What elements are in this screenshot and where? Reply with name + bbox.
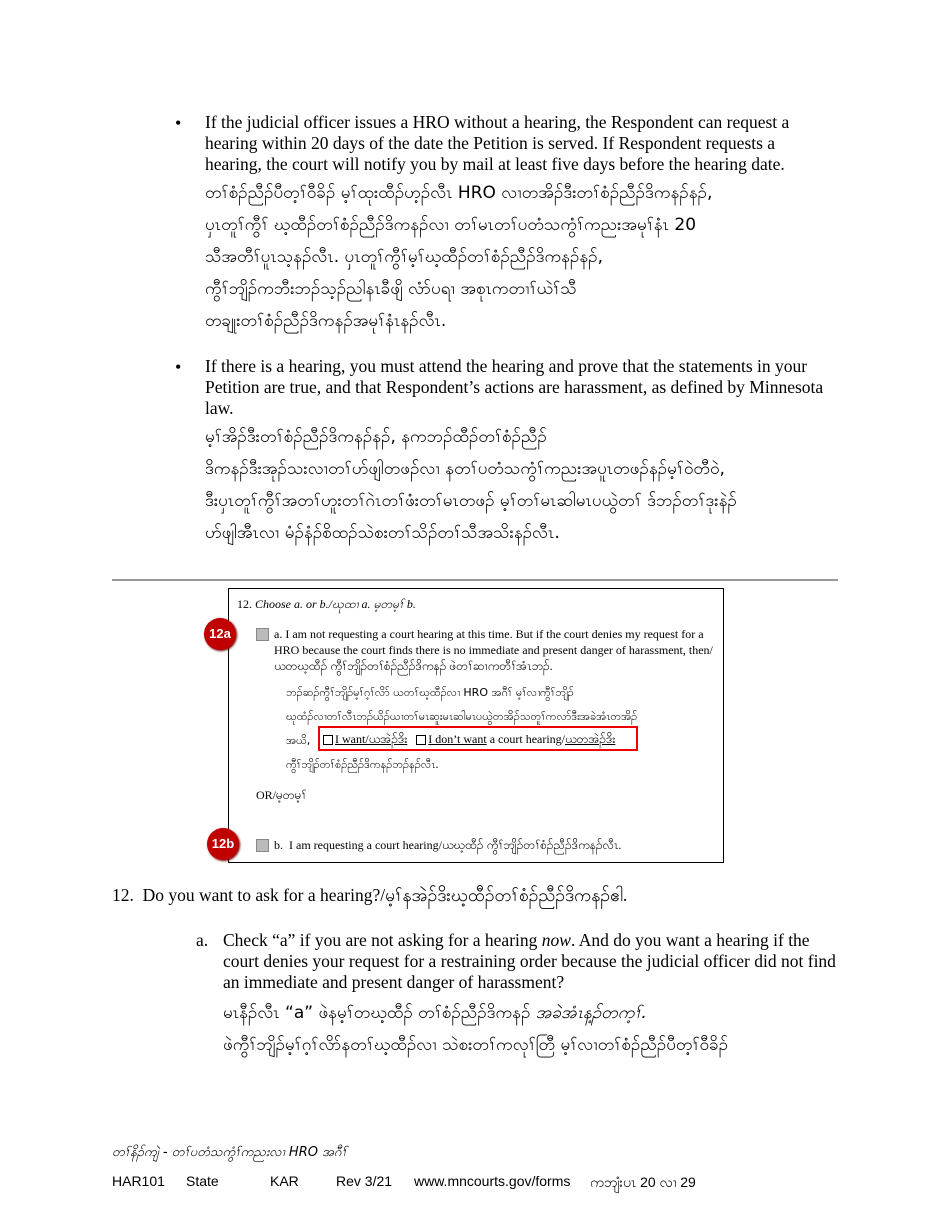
footer-url[interactable]: www.mncourts.gov/forms	[414, 1173, 571, 1189]
want-options: I want/ယအဲၣ်ဒိး I don’t want a court hearing/ယတအဲၣ်ဒိး	[323, 731, 615, 749]
item-a-karen-line: ဖဲကွီၢ်ဘျိၣ်မ့ၢ်ဂ့ၢ်လိာ်နတၢ်ဃ့ထီၣ်လၢ သဲစးတၢ်ကလုၢ်တြီ မ့ၢ်လၢတၢ်စံၣ်ညီၣ်ပီတ့ၢ်ဝီခိၣ်	[223, 1035, 729, 1055]
option-b-text: I am requesting a court hearing/ယဃ့ထီၣ် ကွီၢ်ဘျိၣ်တၢ်စံၣ်ညီၣ်ဒိကနၣ်လီၤ.	[289, 838, 622, 852]
badge-12a: 12a	[204, 618, 236, 650]
item-a-letter: a.	[196, 930, 209, 950]
bullet-1-karen-line: တၢ်စံၣ်ညီၣ်ပီတ့ၢ်ဝီခိၣ် မ့ၢ်ထုးထီၣ်ဟ့ၣ်လီၤ HRO လၢတအိၣ်ဒီးတၢ်စံၣ်ညီၣ်ဒိကနၣ်နၣ်,	[205, 183, 713, 203]
option-a: a. I am not requesting a court hearing at this time. But if the court denies my request for a HRO because the court finds there is no immediate and present danger of harassment, then/ယတဃ့ထီၣ် ကွီၢ်ဘျိၣ်တၢ်စံၣ်ညီၣ်ဒိကနၣ် ဖဲတၢ်ဆၢကတီၢ်အံၤဘၣ်.	[274, 627, 713, 673]
option-b-checkbox[interactable]	[256, 837, 269, 852]
footer-language: KAR	[270, 1173, 299, 1189]
bullet-2	[205, 356, 835, 549]
bullet-1-karen-line: သီအတီၢ်ပူၤသ့နၣ်လီၤ. ပှၤတူၢ်ကွီၢ်မ့ၢ်ဃ့ထီၣ်တၢ်စံၣ်ညီၣ်ဒိကနၣ်နၣ်,	[205, 247, 603, 267]
option-b: b. I am requesting a court hearing/ယဃ့ထီၣ် ကွီၢ်ဘျိၣ်တၢ်စံၣ်ညီၣ်ဒိကနၣ်လီၤ.	[274, 838, 622, 852]
option-a-english: I am not requesting a court hearing at this time. But if the court denies my request for a HRO because the court finds there is no immediate and present danger of harassment, then/ယတဃ့ထီၣ် ကွီၢ်ဘျိၣ်တၢ်စံၣ်ညီၣ်ဒိကနၣ် ဖဲတၢ်ဆၢကတီၢ်အံၤဘၣ်.	[274, 627, 713, 673]
option-a-karen: ဘၣ်ဆၣ်ကွီၢ်ဘျိၣ်မ့ၢ်ဂ့ၢ်လိာ် ယတၢ်ဃ့ထီၣ်လၢ HRO အဂီၢ် မ့ၢ်လၢကွီၢ်ဘျိၣ် ဃုထံၣ်လၢတၢ်လီၤဘၣ်ယိၣ်ယၢတၢ်မၤဆူးမၤဆါမၤပယွဲတအိၣ်သတူၢ်ကလာ်ဒီးအခဲအံၤတအိၣ် အယိ, ကွီၢ်ဘျိၣ်တၢ်စံၣ်ညီၣ်ဒိကနၣ်ဘၣ်နၣ်လီၤ.	[286, 686, 638, 771]
bullet-2-karen-line: ဒိကနၣ်ဒီးအုၣ်သးလၢတၢ်ဟ်ဖျါတဖၣ်လၢ နတၢ်ပတံသကွံၢ်ကညးအပူၤတဖၣ်နၣ်မ့ၢ်ဝဲတီဝဲ,	[205, 459, 725, 479]
item-a-karen-line: မၤနီၣ်လီၤ “a” ဖဲနမ့ၢ်တဃ့ထီၣ် တၢ်စံၣ်ညီၣ်ဒိကနၣ် အခဲအံၤန့ၣ်တက့ၢ်.	[223, 1003, 647, 1023]
bullet-2-karen-line: ဟ်ဖျါအီၤလၢ မံၣ်နံၣ်စိထၣ်သဲစးတၢ်သိၣ်တၢ်သီအသိးနၣ်လီၤ.	[205, 523, 560, 543]
footer-title: တၢ်နိၣ်ကျဲ - တၢ်ပတံသကွံၢ်ကညးလၢ HRO အဂီၢ်	[112, 1145, 347, 1160]
footer-state: State	[186, 1173, 219, 1189]
item-a-english: Check “a” if you are not asking for a hearing now. And do you want a hearing if the court denies your request for a restraining order because the judicial officer did not find an immediate and present danger of harassment?	[223, 930, 836, 992]
footer-page-number: ကဘျံးပၤ 20 လၢ 29	[590, 1174, 696, 1190]
dont-want-checkbox[interactable]	[416, 735, 426, 745]
bullet-1-karen-line: ပှၤတူၢ်ကွီၢ် ဃ့ထီၣ်တၢ်စံၣ်ညီၣ်ဒိကနၣ်လၢ တၢ်မၤတၢ်ပတံသကွံၢ်ကညးအမုၢ်နံၤ 20	[205, 215, 697, 235]
section-divider	[112, 579, 838, 581]
bullet-1	[205, 112, 835, 337]
bullet-dot: •	[175, 357, 182, 377]
option-a-checkbox[interactable]	[256, 626, 269, 641]
bullet-2-karen-line: မ့ၢ်အိၣ်ဒီးတၢ်စံၣ်ညီၣ်ဒိကနၣ်နၣ်, နကဘၣ်ထီၣ်တၢ်စံၣ်ညီၣ်	[205, 427, 547, 447]
figure-header: 12. Choose a. or b./ဃုထၢ a. မ့တမ့ၢ် b.	[237, 597, 416, 611]
want-checkbox[interactable]	[323, 735, 333, 745]
footer-form-number: HAR101	[112, 1173, 165, 1189]
or-label: OR/မ့တမ့ၢ်	[256, 788, 307, 802]
bullet-1-karen-line: ကွီၢ်ဘျိၣ်ကဘီးဘၣ်သ့ၣ်ညါနၤခီဖျိ လံာ်ပရၢ အစုၤကတၢၢ်ယဲၢ်သီ	[205, 279, 577, 299]
footer-revision: Rev 3/21	[336, 1173, 393, 1189]
bullet-1-karen-line: တချုးတၢ်စံၣ်ညီၣ်ဒိကနၣ်အမုၢ်နံၤနၣ်လီၤ.	[205, 311, 447, 331]
dont-want-label: I don’t want	[428, 732, 487, 746]
item-a	[223, 930, 838, 1061]
want-label: I want/ယအဲၣ်ဒိး	[335, 732, 408, 746]
bullet-2-english: If there is a hearing, you must attend the hearing and prove that the statements in your Petition are true, and that Respondent’s actions are harassment, as defined by Minnesota law.	[205, 356, 824, 418]
bullet-1-english: If the judicial officer issues a HRO without a hearing, the Respondent can request a hearing within 20 days of the date the Petition is served. If Respondent requests a hearing, the court will notify you by mail at least five days before the hearing date.	[205, 112, 790, 174]
question-12-text: Do you want to ask for a hearing?/မ့ၢ်နအဲၣ်ဒိးဃ့ထီၣ်တၢ်စံၣ်ညီၣ်ဒိကနၣ်ဧါ.	[142, 885, 628, 905]
bullet-dot: •	[175, 113, 182, 133]
bullet-2-karen-line: ဒီးပှၤတူၢ်ကွီၢ်အတၢ်ဟူးတၢ်ဂဲၤတၢ်ဖံးတၢ်မၤတဖၣ် မ့ၢ်တၢ်မၤဆါမၤပယွဲတၢ် ဒ်ဘၣ်တၢ်ဒုးနဲၣ်	[205, 491, 737, 511]
badge-12b: 12b	[207, 828, 239, 860]
question-12: 12. Do you want to ask for a hearing?/မ့ၢ်နအဲၣ်ဒိးဃ့ထီၣ်တၢ်စံၣ်ညီၣ်ဒိကနၣ်ဧါ.	[112, 885, 628, 905]
form-excerpt-figure	[228, 588, 724, 863]
